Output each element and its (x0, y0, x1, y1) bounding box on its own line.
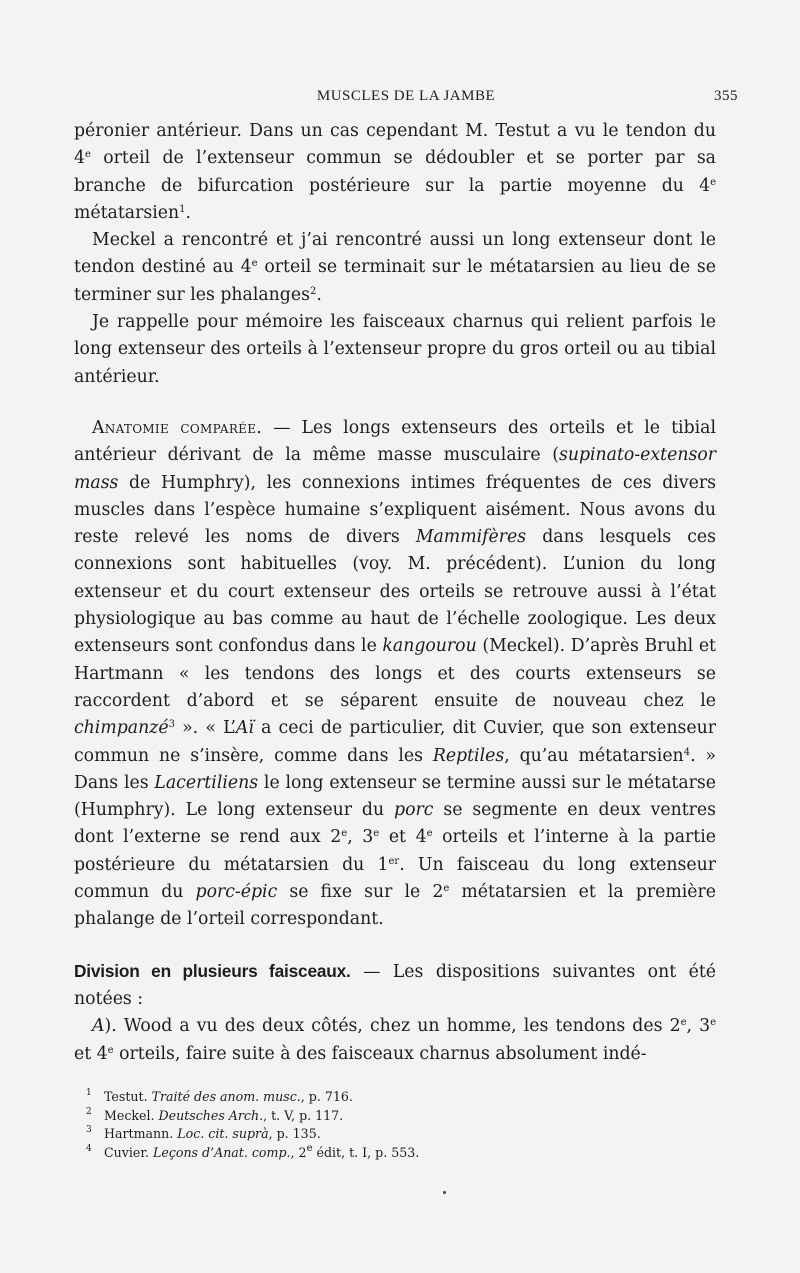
paragraph-a: A). Wood a vu des deux côtés, chez un homme, les tendons des 2e, 3e et 4e orteils, faire suite à des faisceaux charnus absolument indé- (74, 1016, 716, 1064)
running-title: MUSCLES DE LA JAMBE (316, 88, 496, 104)
paragraph-2: Meckel a rencontré et j’ai rencontré aussi un long extenseur dont le tendon destiné au 4e orteil se terminait sur le métatarsien au lieu de se terminer sur les phalanges$^2$. (74, 230, 716, 305)
footnotes (74, 1088, 716, 1162)
paragraph-anatomie-comparee: Anatomie comparée. — Les longs extenseurs des orteils et le tibial antérieur dérivant de la même masse musculaire (supinato-extensor mass de Humphry), les connexions intimes fréquentes de ces divers muscles dans l’espèce humaine s’expliquent aisément. Nous avons du reste relevé les noms de divers Mammifères dans lesquels ces connexions sont habituelles (voy. M. précédent). L’union du long extenseur et du court extenseur des orteils se retrouve aussi à l’état physiologique au bas comme au haut de l’échelle zoologique. Les deux extenseurs sont confondus dans le kangourou (Meckel). D’après Bruhl et Hartmann « les tendons des longs et des courts extenseurs se raccordent d’abord et se séparent ensuite de nouveau chez le chimpanzé$^3$ ». « L’Aï a ceci de particulier, dit Cuvier, que son extenseur commun ne s’insère, comme dans les Reptiles, qu’au métatarsien$^4$. » Dans les Lacertiliens le long extenseur se termine aussi sur le métatarse (Humphry). Le long extenseur du porc se segmente en deux ventres dont l’externe se rend aux 2e, 3e et 4e orteils et l’interne à la partie postérieure du métatarsien du 1er. Un faisceau du long extenseur commun du porc-épic se fixe sur le 2e métatarsien et la première phalange de l’orteil correspondant. (74, 417, 717, 930)
footnote-ref: 1 (179, 203, 186, 215)
section-label: Anatomie comparée. (92, 417, 263, 438)
running-head (74, 88, 738, 110)
paragraph-3: Je rappelle pour mémoire les faisceaux charnus qui relient parfois le long extenseur des orteils à l’extenseur propre du gros orteil ou au tibial antérieur. (74, 312, 716, 387)
footnote-ref: 3 (168, 719, 175, 731)
footnote-ref: 4 (683, 746, 691, 758)
paragraph-division: Division en plusieurs faisceaux. — Les dispositions suivantes ont été notées : (74, 960, 716, 1009)
body-text (74, 118, 716, 1068)
paragraph-1: péronier antérieur. Dans un cas cependant M. Testut a vu le tendon du 4e orteil de l’extenseur commun se dédoubler et se porter par sa branche de bifurcation postérieure sur la partie moyenne du 4e métatarsien$^1$. (74, 121, 716, 223)
section-heading: Division en plusieurs faisceaux. (74, 960, 351, 981)
page-number: 355 (714, 88, 738, 104)
footnote-1: 1 Testut. Traité des anom. musc., p. 716. (86, 1088, 353, 1104)
footnote-3: 3 Hartmann. Loc. cit. suprà, p. 135. (86, 1125, 321, 1141)
footnote-4: 4 Cuvier. Leçons d’Anat. comp., 2e édit, t. I, p. 553. (86, 1142, 420, 1160)
footnote-ref: 2 (309, 285, 317, 297)
footnote-2: 2 Meckel. Deutsches Arch., t. V, p. 117. (86, 1106, 344, 1123)
ink-speck (443, 1191, 446, 1194)
